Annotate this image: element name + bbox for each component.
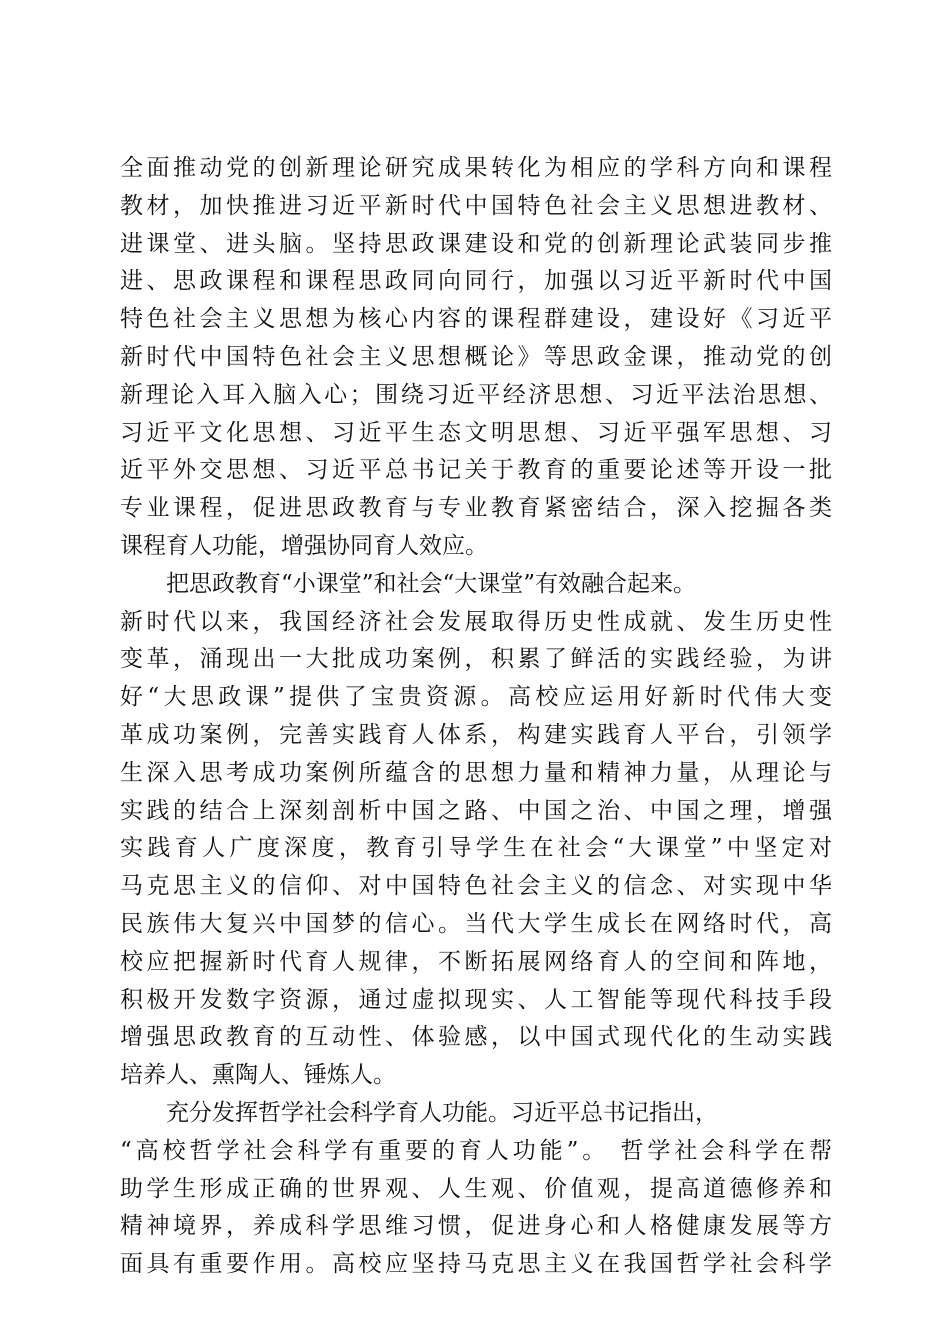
text-line: 变革，涌现出一大批成功案例，积累了鲜活的实践经验，为讲 (120, 646, 832, 673)
text-line: 习近平文化思想、习近平生态文明思想、习近平强军思想、习 (120, 419, 832, 446)
paragraph-3 (120, 1095, 832, 1284)
body-text (120, 150, 832, 1284)
text-line: 进、思政课程和课程思政同向同行，加强以习近平新时代中国 (120, 268, 832, 295)
text-line: 课程育人功能，增强协同育人效应。 (120, 532, 488, 559)
text-line: 校应把握新时代育人规律，不断拓展网络育人的空间和阵地， (120, 948, 832, 975)
text-line: 实践育人广度深度，教育引导学生在社会“大课堂”中坚定对 (120, 835, 832, 862)
text-line: 面具有重要作用。高校应坚持马克思主义在我国哲学社会科学 (120, 1251, 832, 1278)
text-line: 教材，加快推进习近平新时代中国特色社会主义思想进教材、 (120, 192, 832, 219)
text-line: 新理论入耳入脑入心；围绕习近平经济思想、习近平法治思想、 (120, 381, 832, 408)
text-line: 近平外交思想、习近平总书记关于教育的重要论述等开设一批 (120, 457, 832, 484)
text-line: 进课堂、进头脑。坚持思政课建设和党的创新理论武装同步推 (120, 230, 832, 257)
text-line: 马克思主义的信仰、对中国特色社会主义的信念、对实现中华 (120, 873, 832, 900)
text-line: 民族伟大复兴中国梦的信心。当代大学生成长在网络时代，高 (120, 910, 832, 937)
text-line: 生深入思考成功案例所蕴含的思想力量和精神力量，从理论与 (120, 759, 832, 786)
text-line: 充分发挥哲学社会科学育人功能。习近平总书记指出， (166, 1099, 718, 1126)
text-line: 增强思政教育的互动性、体验感，以中国式现代化的生动实践 (120, 1024, 832, 1051)
text-line: 新时代中国特色社会主义思想概论》等思政金课，推动党的创 (120, 343, 832, 370)
text-line: 好“大思政课”提供了宝贵资源。高校应运用好新时代伟大变 (120, 684, 832, 711)
text-line: 新时代以来，我国经济社会发展取得历史性成就、发生历史性 (120, 608, 832, 635)
text-line: 专业课程，促进思政教育与专业教育紧密结合，深入挖掘各类 (120, 495, 832, 522)
text-line: 把思政教育“小课堂”和社会“大课堂”有效融合起来。 (166, 570, 697, 597)
text-line: “高校哲学社会科学有重要的育人功能”。 哲学社会科学在帮 (120, 1137, 832, 1164)
text-line: 革成功案例，完善实践育人体系，构建实践育人平台，引领学 (120, 721, 832, 748)
text-line: 特色社会主义思想为核心内容的课程群建设，建设好《习近平 (120, 306, 832, 333)
paragraph-1 (120, 150, 832, 566)
paragraph-2 (120, 566, 832, 1095)
text-line: 实践的结合上深刻剖析中国之路、中国之治、中国之理，增强 (120, 797, 832, 824)
text-line: 培养人、熏陶人、锤炼人。 (120, 1062, 396, 1089)
text-line: 全面推动党的创新理论研究成果转化为相应的学科方向和课程 (120, 155, 832, 181)
text-line: 精神境界，养成科学思维习惯，促进身心和人格健康发展等方 (120, 1213, 832, 1240)
text-line: 助学生形成正确的世界观、人生观、价值观，提高道德修养和 (120, 1175, 832, 1202)
text-line: 积极开发数字资源，通过虚拟现实、人工智能等现代科技手段 (120, 986, 832, 1013)
